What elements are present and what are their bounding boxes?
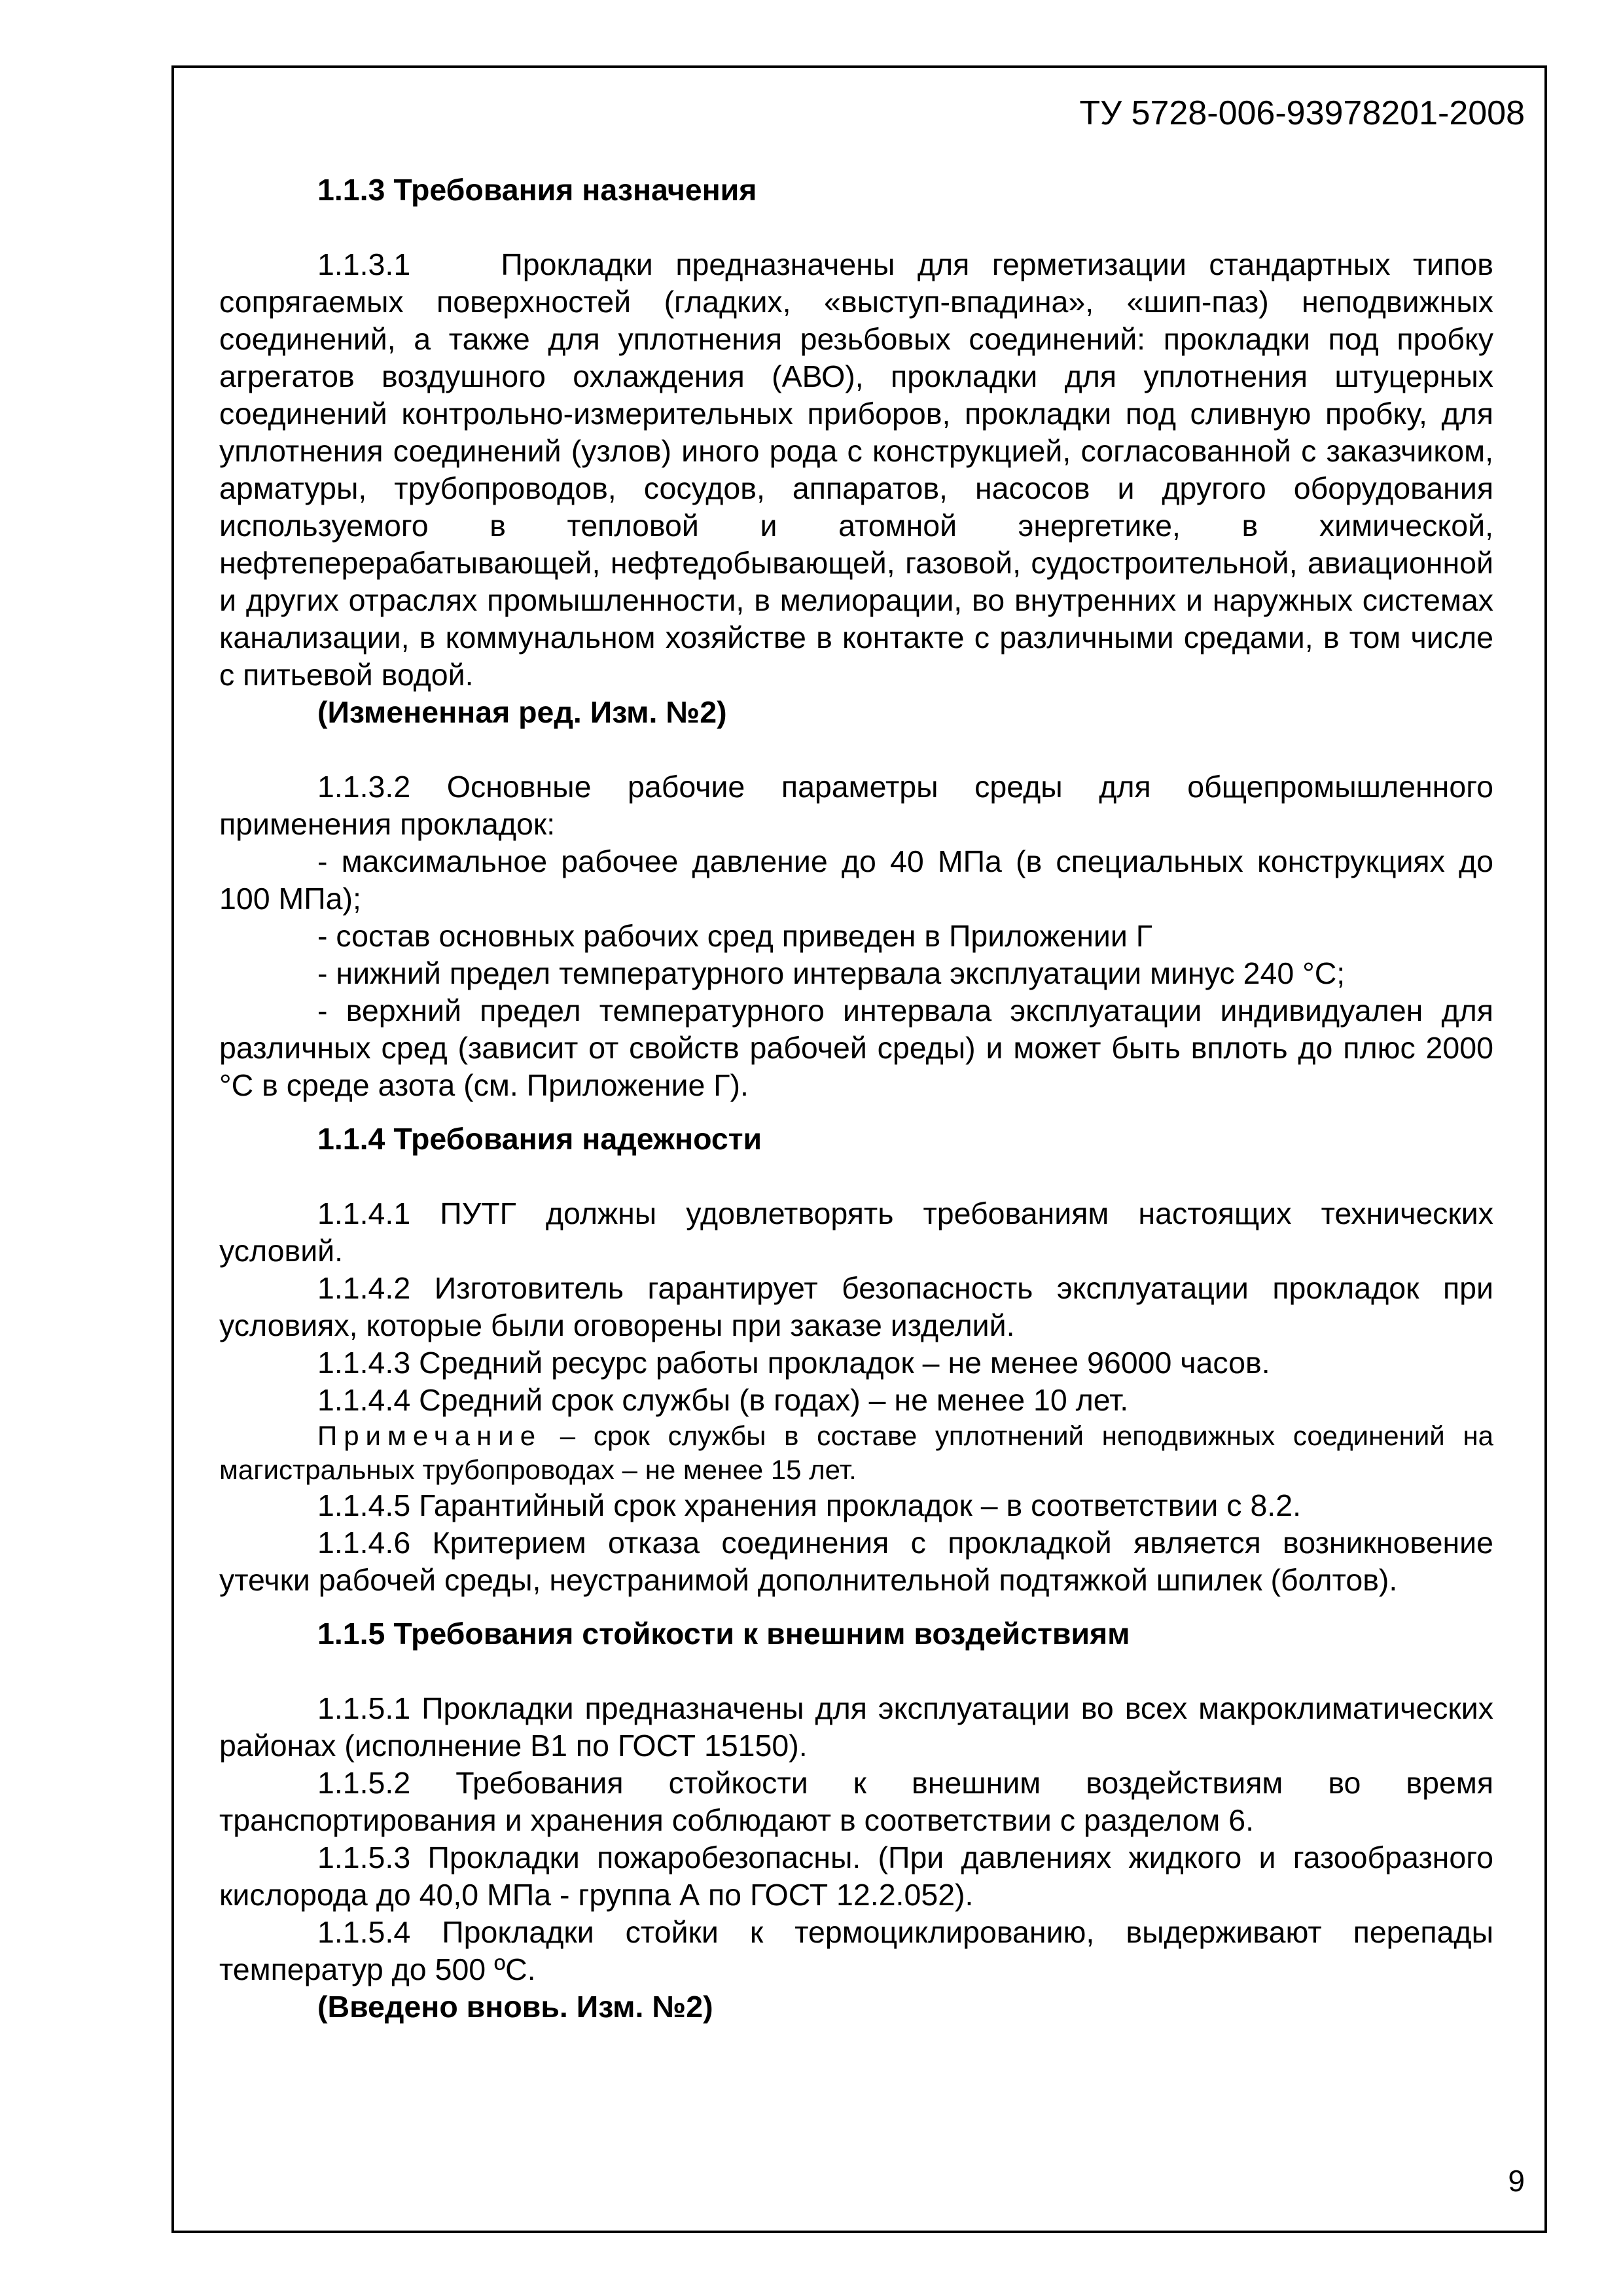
paragraph-1-1-4-4: 1.1.4.4 Средний срок службы (в годах) – не менее 10 лет.	[317, 1383, 1129, 1417]
section-title-1-1-4: 1.1.4 Требования надежности	[317, 1122, 762, 1156]
document-code: ТУ 5728-006-93978201-2008	[1079, 94, 1525, 132]
spacer	[219, 209, 1493, 246]
paragraph-1-1-3-1: 1.1.3.1 Прокладки предназначены для герметизации стандартных типов сопрягаемых поверхностей (гладких, «выступ-впадина», «шип-паз) неподвижных соединений, а также для уплотнения резьбовых соединений: прокладки под пробку агрегатов воздушного охлаждения (АВО), прокладки для уплотнения штуцерных соединений контрольно-измерительных приборов, прокладки под сливную пробку, для уплотнения соединений (узлов) иного рода с конструкцией, согласованной с заказчиком, арматуры, трубопроводов, сосудов, аппаратов, насосов и другого оборудования используемого в тепловой и атомной энергетике, в химической, нефтеперерабатывающей, нефтедобывающей, газовой, судостроительной, авиационной и других отраслях промышленности, в мелиорации, во внутренних и наружных системах канализации, в коммунальном хозяйстве в контакте с различными средами, в том числе с питьевой водой.	[219, 247, 1502, 692]
spacer	[219, 1158, 1493, 1195]
paragraph-1-1-5-1: 1.1.5.1 Прокладки предназначены для эксплуатации во всех макроклиматических районах (исполнение В1 по ГОСТ 15150).	[219, 1691, 1493, 1763]
list-item: - состав основных рабочих сред приведен в Приложении Г	[317, 919, 1152, 953]
list-item: - верхний предел температурного интервала эксплуатации индивидуален для различных сред (зависит от свойств рабочей среды) и может быть вплоть до плюс 2000 °С в среде азота (см. Приложение Г).	[219, 994, 1493, 1102]
page-content	[219, 171, 1502, 2026]
spacer	[219, 1104, 1493, 1121]
note-text: – срок службы в составе уплотнений неподвижных соединений на магистральных трубопроводах – не менее 15 лет.	[219, 1420, 1493, 1485]
page-number: 9	[1508, 2164, 1525, 2198]
paragraph-1-1-4-5: 1.1.4.5 Гарантийный срок хранения прокладок – в соответствии с 8.2.	[317, 1488, 1302, 1522]
list-item: - нижний предел температурного интервала эксплуатации минус 240 °С;	[317, 956, 1346, 990]
spacer	[219, 731, 1493, 768]
paragraph-1-1-4-3: 1.1.4.3 Средний ресурс работы прокладок – не менее 96000 часов.	[317, 1346, 1270, 1380]
note	[219, 1419, 1493, 1487]
section-title-1-1-3: 1.1.3 Требования назначения	[317, 173, 757, 207]
note-label: Примечание	[317, 1420, 543, 1451]
amendment-note: (Введено вновь. Изм. №2)	[317, 1990, 713, 2024]
paragraph-1-1-4-1: 1.1.4.1 ПУТГ должны удовлетворять требованиям настоящих технических условий.	[219, 1196, 1493, 1268]
paragraph-1-1-5-3: 1.1.5.3 Прокладки пожаробезопасны. (При давлениях жидкого и газообразного кислорода до 40,0 МПа - группа А по ГОСТ 12.2.052).	[219, 1840, 1493, 1912]
section-title-1-1-5: 1.1.5 Требования стойкости к внешним воздействиям	[317, 1617, 1130, 1651]
paragraph-1-1-4-6: 1.1.4.6 Критерием отказа соединения с прокладкой является возникновение утечки рабочей среды, неустранимой дополнительной подтяжкой шпилек (болтов).	[219, 1526, 1493, 1597]
paragraph-1-1-3-2: 1.1.3.2 Основные рабочие параметры среды для общепромышленного применения прокладок:	[219, 770, 1493, 841]
paragraph-1-1-5-2: 1.1.5.2 Требования стойкости к внешним воздействиям во время транспортирования и хранения соблюдают в соответствии с разделом 6.	[219, 1766, 1493, 1837]
list-item: - максимальное рабочее давление до 40 МПа (в специальных конструкциях до 100 МПа);	[219, 844, 1493, 916]
paragraph-1-1-4-2: 1.1.4.2 Изготовитель гарантирует безопасность эксплуатации прокладок при условиях, которые были оговорены при заказе изделий.	[219, 1271, 1493, 1342]
spacer	[219, 1653, 1493, 1690]
amendment-note: (Измененная ред. Изм. №2)	[317, 695, 727, 729]
spacer	[219, 1599, 1493, 1615]
paragraph-1-1-5-4: 1.1.5.4 Прокладки стойки к термоциклированию, выдерживают перепады температур до 500 ºС.	[219, 1915, 1493, 1986]
